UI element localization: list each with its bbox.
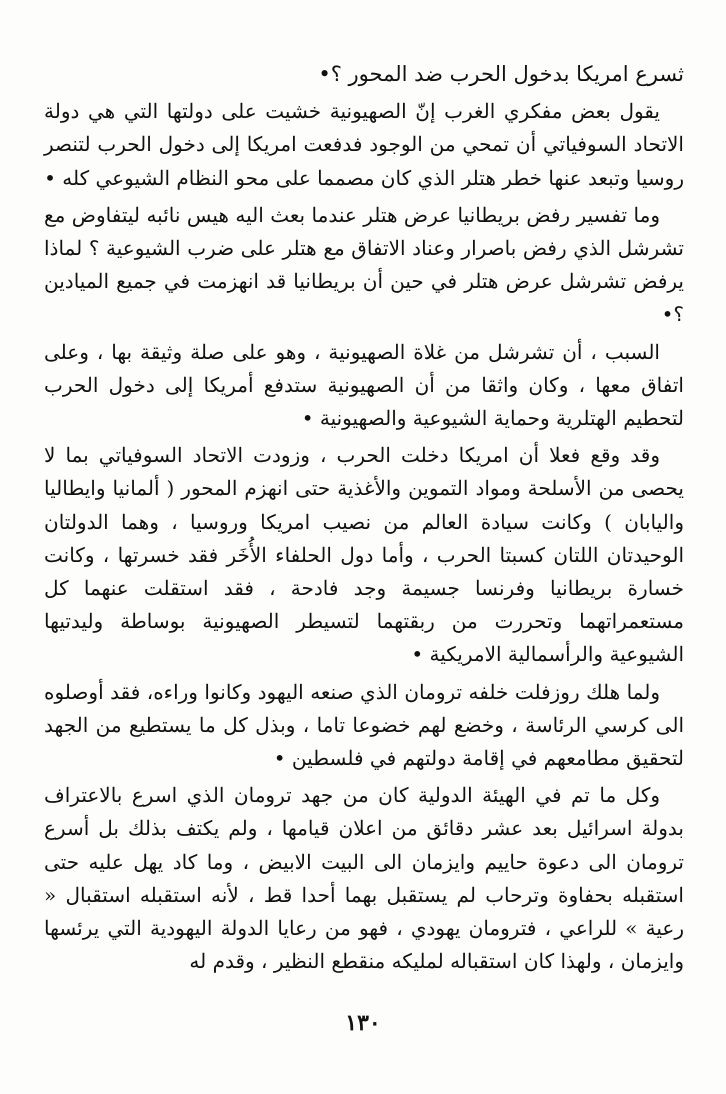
paragraph-4: وقد وقع فعلا أن امريكا دخلت الحرب ، وزودت الاتحاد السوفياتي بما لا يحصى من الأسلحة ومواد التموين والأغذية حتى انهزم المحور ( ألمانيا وايطاليا واليابان ) وكانت سيادة العالم من نصيب امريكا وروسيا ، وهما الدولتان الوحيدتان اللتان كسبتا الحرب ، وأما دول الحلفاء الأُخَر فقد خسرتها ، وكانت خسارة بريطانيا وفرنسا جسيمة وجد فادحة ، فقد استقلت عنهما كل مستعمراتهما وتحررت من ربقتهما لتسيطر الصهيونية بوساطة وليدتيها الشيوعية والرأسمالية الامريكية •: [44, 443, 684, 667]
paragraph-5: ولما هلك روزفلت خلفه ترومان الذي صنعه اليهود وكانوا وراءه، فقد أوصلوه الى كرسي الرئاسة ، وخضع لهم خضوعا تاما ، وبذل كل ما يستطيع من الجهد لتحقيق مطامعهم في إقامة دولتهم في فلسطين •: [44, 679, 684, 771]
section-question-heading: ثسرع امريكا بدخول الحرب ضد المحور ؟•: [318, 62, 684, 86]
paragraph-1: يقول بعض مفكري الغرب إنّ الصهيونية خشيت على دولتها التي هي دولة الاتحاد السوفياتي أن تمحي من الوجود فدفعت امريكا إلى دخول الحرب لتنصر روسيا وتبعد عنها خطر هتلر الذي كان مصمما على محو النظام الشيوعي كله •: [44, 99, 684, 190]
page-body-text: [44, 58, 684, 982]
page-number: ١٣٠: [345, 1010, 381, 1036]
paragraph-2: وما تفسير رفض بريطانيا عرض هتلر عندما بعث اليه هيس نائبه ليتفاوض مع تشرشل الذي رفض باصرار وعناد الاتفاق مع هتلر على ضرب الشيوعية ؟ لماذا يرفض تشرشل عرض هتلر في حين أن بريطانيا قد انهزمت في جميع الميادين ؟•: [44, 202, 684, 327]
paragraph-3: السبب ، أن تشرشل من غلاة الصهيونية ، وهو على صلة وثيقة بها ، وعلى اتفاق معها ، وكان واثقا من أن الصهيونية ستدفع أمريكا إلى دخول الحرب لتحطيم الهتلرية وحماية الشيوعية والصهيونية •: [44, 339, 684, 431]
paragraph-6: وكل ما تم في الهيئة الدولية كان من جهد ترومان الذي اسرع بالاعتراف بدولة اسرائيل بعد عشر دقائق من اعلان قيامها ، ولم يكتف بذلك بل أسرع ترومان الى دعوة حاييم وايزمان الى البيت الابيض ، وما كاد يهل عليه حتى استقبله بحفاوة وترحاب لم يستقبل بهما أحدا قط ، لأنه استقبله استقبال « رعية » للراعي ، فترومان يهودي ، فهو من رعايا الدولة اليهودية التي يرئسها وايزمان ، ولهذا كان استقباله لمليكه منقطع النظير ، وقدم له: [44, 783, 684, 974]
